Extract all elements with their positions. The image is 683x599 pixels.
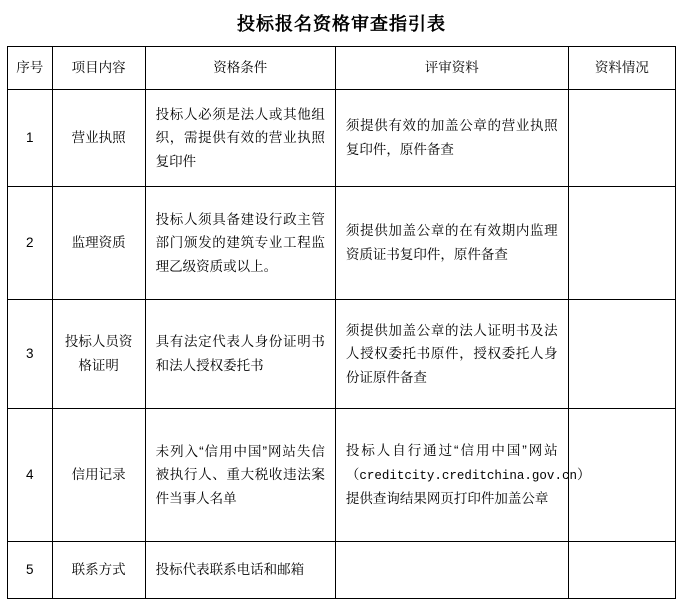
row-condition: 未列入“信用中国”网站失信被执行人、重大税收违法案件当事人名单	[145, 409, 335, 542]
row-review	[335, 542, 568, 599]
table-row	[8, 90, 676, 187]
row-review	[335, 409, 591, 542]
table-body	[8, 90, 676, 599]
row-number: 1	[8, 90, 53, 187]
page-title: 投标报名资格审查指引表	[237, 14, 446, 34]
column-header-status: 资料情况	[568, 47, 675, 90]
row-number: 3	[8, 300, 53, 409]
table-header	[8, 47, 676, 90]
row-item: 信用记录	[52, 409, 145, 542]
row-status[interactable]	[568, 90, 675, 187]
table-row	[8, 187, 676, 300]
row-condition: 投标人必须是法人或其他组织，需提供有效的营业执照复印件	[145, 90, 335, 187]
column-header-no: 序号	[8, 47, 53, 90]
column-header-item: 项目内容	[52, 47, 145, 90]
row-item: 营业执照	[52, 90, 145, 187]
row-number: 5	[8, 542, 53, 599]
row-review: 须提供加盖公章的在有效期内监理资质证书复印件，原件备查	[335, 187, 568, 300]
row-item: 监理资质	[52, 187, 145, 300]
table-header-row	[8, 47, 676, 90]
qualification-review-table	[7, 46, 676, 599]
row-number: 4	[8, 409, 53, 542]
column-header-review: 评审资料	[335, 47, 568, 90]
row-review: 须提供加盖公章的法人证明书及法人授权委托书原件，授权委托人身份证原件备查	[335, 300, 568, 409]
row-review: 须提供有效的加盖公章的营业执照复印件，原件备查	[335, 90, 568, 187]
row-condition: 投标人须具备建设行政主管部门颁发的建筑专业工程监理乙级资质或以上。	[145, 187, 335, 300]
review-url-text: creditcity.creditchina.gov.cn	[359, 468, 577, 483]
table-row	[8, 409, 676, 542]
column-header-condition: 资格条件	[145, 47, 335, 90]
row-status[interactable]	[568, 300, 675, 409]
row-number: 2	[8, 187, 53, 300]
row-status[interactable]	[568, 542, 675, 599]
review-text-prefix: 投标人自行通过“信用中国”网站（	[345, 442, 558, 482]
row-status[interactable]	[568, 187, 675, 300]
row-condition: 投标代表联系电话和邮箱	[145, 542, 335, 599]
row-item: 投标人员资格证明	[52, 300, 145, 409]
row-item: 联系方式	[52, 542, 145, 599]
row-condition: 具有法定代表人身份证明书和法人授权委托书	[145, 300, 335, 409]
review-text-suffix: ）提供查询结果网页打印件加盖公章	[345, 466, 591, 507]
table-row	[8, 300, 676, 409]
table-row	[8, 542, 676, 599]
